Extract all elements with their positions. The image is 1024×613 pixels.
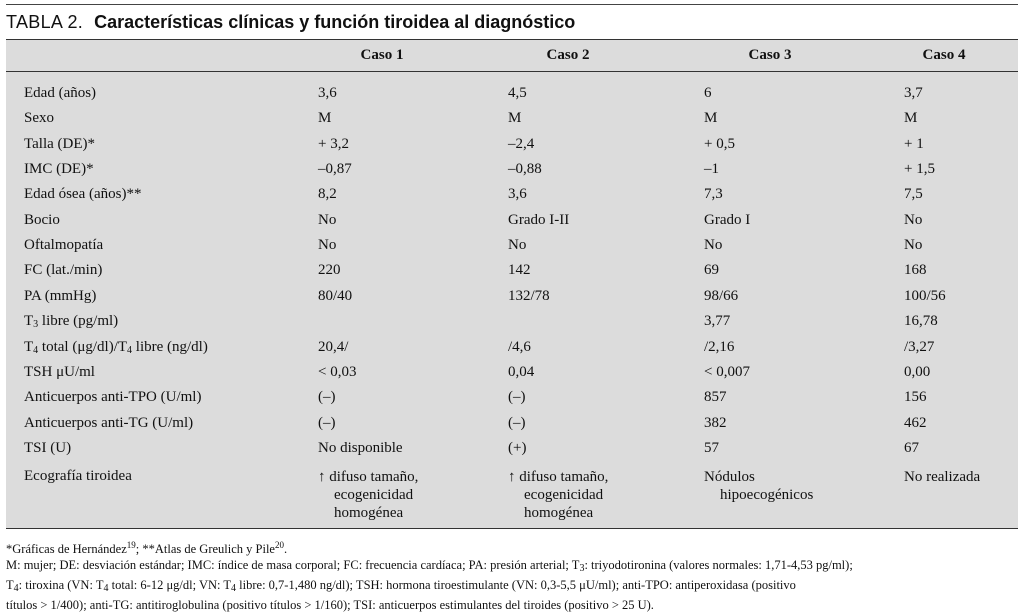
table-label: TABLA 2. [6,12,84,32]
row-label: Anticuerpos anti-TPO (U/ml) [24,389,202,405]
cell-caso-4: No realizada [904,469,981,485]
cell-caso-1: 8,2 [318,186,337,202]
cell-caso-3: No [704,237,723,253]
cell-caso-2: ↑ difuso tamaño, ecogenicidad homogénea [508,469,609,521]
table-row-anti-tg [6,415,1018,440]
cell-caso-1: –0,87 [318,161,352,177]
table-header-row [6,40,1018,72]
table-caption: Características clínicas y función tiroidea al diagnóstico [94,12,576,32]
table-title [6,11,575,34]
cell-caso-4: 100/56 [904,288,946,304]
column-header-caso-4: Caso 4 [922,47,966,63]
cell-caso-1: ↑ difuso tamaño, ecogenicidad homogénea [318,469,419,521]
row-label: Edad ósea (años)** [24,186,142,202]
cell-caso-1: 80/40 [318,288,353,304]
cell-caso-1: + 3,2 [318,136,349,152]
row-label: TSH μU/ml [24,364,95,380]
cell-caso-4: 7,5 [904,186,923,202]
row-label: Ecografía tiroidea [24,468,132,484]
table-row-talla [6,136,1018,161]
cell-caso-4: 462 [904,415,927,431]
cell-caso-4: 156 [904,389,927,405]
footnote-abbreviations-3: títulos > 1/400); anti-TG: antitiroglobulina (positivo títulos > 1/160); TSI: anticuerpos estimulantes del tiroides (positivo > 25 U). [6,598,654,612]
table-row-t4 [6,339,1018,364]
cell-caso-3: + 0,5 [704,136,735,152]
cell-caso-3: M [704,110,718,126]
cell-caso-2: M [508,110,522,126]
cell-caso-3: 857 [704,389,727,405]
cell-caso-3: < 0,007 [704,364,750,380]
cell-caso-4: 168 [904,262,927,278]
cell-caso-3: 98/66 [704,288,739,304]
cell-caso-4: 16,78 [904,313,938,329]
table-row-pa [6,288,1018,313]
cell-caso-2: (–) [508,415,526,431]
row-label: Oftalmopatía [24,237,104,253]
cell-caso-2: 4,5 [508,85,527,101]
cell-caso-4: No [904,212,923,228]
row-label: PA (mmHg) [24,288,97,304]
cell-caso-3: 6 [704,85,712,101]
cell-caso-1: No disponible [318,440,403,456]
cell-caso-4: No [904,237,923,253]
cell-caso-2: 3,6 [508,186,527,202]
cell-caso-1: M [318,110,332,126]
column-header-caso-2: Caso 2 [546,47,590,63]
row-label: IMC (DE)* [24,161,94,177]
footnote-abbreviations-1: M: mujer; DE: desviación estándar; IMC: índice de masa corporal; FC: frecuencia cardíaca; PA: presión arterial; $T_3$: triyodotironina (valores normales: 1,71-4,53 pg/ml); [6,558,853,574]
cell-caso-2: /4,6 [508,339,531,355]
column-header-caso-1: Caso 1 [360,47,404,63]
table-footnotes [6,537,1018,613]
cell-caso-1: (–) [318,415,336,431]
cell-caso-3: /2,16 [704,339,735,355]
table-row-oftalmopatia [6,237,1018,262]
cell-caso-4: /3,27 [904,339,935,355]
table-row-anti-tpo [6,389,1018,414]
cell-caso-1: 3,6 [318,85,337,101]
cell-caso-2: No [508,237,527,253]
cell-caso-1: 20,4/ [318,339,349,355]
row-label: $T_3$ libre (pg/ml) [24,313,119,330]
row-label: Talla (DE)* [24,136,96,152]
table-row-bocio [6,212,1018,237]
cell-caso-2: 132/78 [508,288,550,304]
cell-caso-2: –0,88 [508,161,542,177]
row-label: Edad (años) [24,85,97,101]
cell-caso-3: 382 [704,415,727,431]
table-row-edad [6,85,1018,110]
cell-caso-3: 69 [704,262,719,278]
cell-caso-2: –2,4 [508,136,535,152]
data-table [6,39,1018,529]
cell-caso-1: 220 [318,262,341,278]
row-label: FC (lat./min) [24,262,103,278]
cell-caso-2: (–) [508,389,526,405]
cell-caso-3: 3,77 [704,313,731,329]
cell-caso-3: Nódulos hipoecogénicos [704,469,814,503]
cell-caso-1: No [318,212,337,228]
cell-caso-3: 7,3 [704,186,723,202]
row-label: Bocio [24,212,60,228]
table-title-bar [6,4,1018,35]
cell-caso-4: 67 [904,440,919,456]
cell-caso-4: + 1,5 [904,161,935,177]
row-label: Anticuerpos anti-TG (U/ml) [24,415,194,431]
cell-caso-3: 57 [704,440,719,456]
cell-caso-1: (–) [318,389,336,405]
cell-caso-4: M [904,110,918,126]
cell-caso-3: Grado I [704,212,751,228]
table-row-imc [6,161,1018,186]
cell-caso-2: 0,04 [508,364,535,380]
cell-caso-2: (+) [508,440,527,456]
table-row-fc [6,262,1018,287]
table-row-sexo [6,110,1018,135]
row-label: $T_4$ total $(\mu g/dl)/T_4$ libre (ng/dl) [24,339,208,356]
table-row-ecografia [6,468,1018,528]
cell-caso-1: < 0,03 [318,364,357,380]
cell-caso-4: 3,7 [904,85,923,101]
cell-caso-2: Grado I-II [508,212,570,228]
cell-caso-1: No [318,237,337,253]
row-label: TSI (U) [24,440,72,456]
table-row-tsi [6,440,1018,465]
cell-caso-3: –1 [704,161,719,177]
table-row-t3-libre [6,313,1018,338]
table-row-tsh [6,364,1018,389]
table-row-edad-osea [6,186,1018,211]
cell-caso-2: 142 [508,262,531,278]
row-label: Sexo [24,110,54,126]
cell-caso-4: + 1 [904,136,924,152]
footnote-sources: *Gráficas de Hernández$^{19}$; **Atlas de Greulich y Pile$^{20}$. [6,540,288,556]
cell-caso-4: 0,00 [904,364,931,380]
footnote-abbreviations-2: $T_4$: tiroxina (VN: $T_4$ total: 6-12 μg/dl; VN: $T_4$ libre: 0,7-1,480 ng/dl); TSH: hormona tiroestimulante (VN: 0,3-5,5 μU/ml); anti-TPO: antiperoxidasa (positivo [6,578,796,594]
column-header-caso-3: Caso 3 [748,47,792,63]
